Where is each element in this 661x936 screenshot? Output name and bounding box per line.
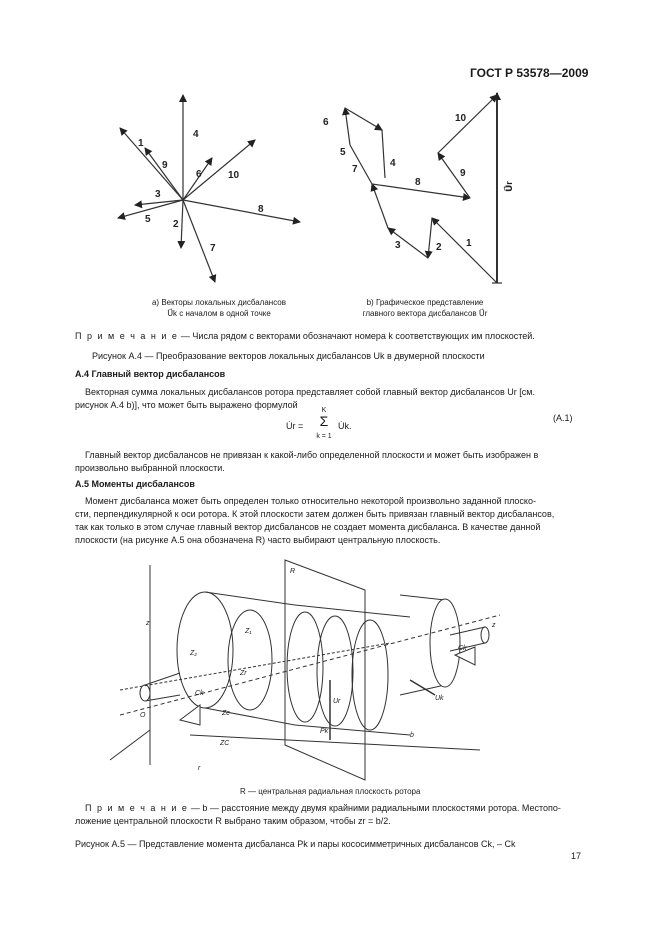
axis-z2-label: z bbox=[492, 622, 496, 629]
figure-a4-title: Рисунок А.4 — Преобразование векторов локальных дисбалансов Uk в двумерной плоскости bbox=[92, 351, 485, 361]
caption-a bbox=[129, 297, 309, 319]
label-r-7: 7 bbox=[352, 164, 358, 175]
vector-2 bbox=[181, 200, 183, 248]
figure-a4 bbox=[0, 0, 661, 340]
note-a5 bbox=[75, 802, 587, 828]
caption-b-line1: b) Графическое представление bbox=[366, 298, 484, 307]
axis-z-label: z bbox=[146, 620, 150, 627]
label-1: 1 bbox=[138, 138, 144, 149]
zc-label: Zc bbox=[222, 710, 230, 717]
vector-9 bbox=[145, 148, 183, 200]
label-9: 9 bbox=[162, 160, 168, 171]
formula-number: (А.1) bbox=[553, 413, 573, 423]
a5-line3: так как только в этом случае главный вектор дисбалансов не создает момента дисбаланса. В качестве данной bbox=[75, 522, 541, 532]
main-vector-diagram bbox=[345, 93, 502, 283]
figure-a5-caption: R — центральная радиальная плоскость ротора bbox=[240, 787, 421, 796]
label-6: 6 bbox=[196, 169, 202, 180]
zr-label: Zr bbox=[240, 670, 247, 677]
ck2-label: Ck bbox=[458, 645, 467, 652]
caption-a-line2: U⃗k с началом в одной точке bbox=[167, 309, 271, 318]
b-label: b bbox=[410, 732, 414, 739]
caption-a-line1: а) Векторы локальных дисбалансов bbox=[151, 298, 287, 307]
label-5: 5 bbox=[145, 214, 151, 225]
para1-line2: рисунок А.4 b)], что может быть выражено формулой bbox=[75, 400, 298, 410]
formula-lhs: U̇r = bbox=[286, 421, 304, 431]
note-text: — Числа рядом с векторами обозначают номера k соответствующих им плоскостей. bbox=[180, 331, 535, 341]
a5-line2: сти, перпендикулярной к оси ротора. К этой плоскости затем должен быть привязан главный вектор дисбалансов, bbox=[75, 509, 555, 519]
section-a4-para2 bbox=[75, 449, 585, 475]
local-vectors-diagram bbox=[118, 95, 300, 282]
ur-label: Ur bbox=[333, 698, 341, 705]
pk-label: Pk bbox=[320, 728, 329, 735]
figure-a5-rotor bbox=[100, 555, 520, 785]
formula-sum: Σ bbox=[319, 413, 329, 429]
vector-10 bbox=[183, 140, 255, 200]
note-label: П р и м е ч а н и е bbox=[75, 331, 179, 341]
label-r-3: 3 bbox=[395, 240, 401, 251]
label-r-10: 10 bbox=[455, 113, 467, 124]
z2-label: Z₂ bbox=[190, 650, 197, 657]
vector-1 bbox=[120, 128, 183, 200]
section-a5-heading: А.5 Моменты дисбалансов bbox=[75, 479, 195, 489]
figure-a5-title: Рисунок А.5 — Представление момента дисбаланса Pk и пары кососимметричных дисбалансов Ck, – Ck bbox=[75, 839, 516, 849]
note-a4 bbox=[75, 330, 595, 343]
label-r-9: 9 bbox=[460, 168, 466, 179]
label-r-8: 8 bbox=[415, 177, 421, 188]
label-r-5: 5 bbox=[340, 147, 346, 158]
vector-8 bbox=[183, 200, 300, 222]
section-a4-heading: А.4 Главный вектор дисбалансов bbox=[75, 369, 226, 379]
para2-line1: Главный вектор дисбалансов не привязан к какой-либо определенной плоскости и может быть изображен в bbox=[85, 450, 539, 460]
label-4: 4 bbox=[193, 129, 199, 140]
note-a5-label: П р и м е ч а н и е bbox=[85, 803, 189, 813]
caption-b bbox=[350, 297, 500, 319]
label-r-1: 1 bbox=[466, 238, 472, 249]
label-r-6: 6 bbox=[323, 117, 329, 128]
zc2-label: ZC bbox=[220, 740, 230, 747]
label-10: 10 bbox=[228, 170, 240, 181]
label-r-2: 2 bbox=[436, 242, 442, 253]
note-a5-line2: ложение центральной плоскости R выбрано таким образом, чтобы zr = b/2. bbox=[75, 816, 391, 826]
label-3: 3 bbox=[155, 189, 161, 200]
r-label: r bbox=[198, 765, 201, 772]
plane-label: R bbox=[290, 568, 296, 575]
section-a5-para bbox=[75, 495, 587, 547]
caption-b-line2: главного вектора дисбалансов U⃗r bbox=[362, 309, 488, 318]
formula-bottom: k = 1 bbox=[316, 433, 332, 440]
para1-line1: Векторная сумма локальных дисбалансов ротора представляет собой главный вектор дисбалансов Ur [см. bbox=[85, 387, 535, 397]
z1-label: Z₁ bbox=[245, 628, 252, 635]
ck-label: Ck bbox=[195, 690, 204, 697]
page-number: 17 bbox=[571, 851, 582, 861]
uk-label: Uk bbox=[435, 695, 444, 702]
origin-label: O bbox=[140, 712, 146, 719]
formula-rhs: U̇k. bbox=[338, 421, 352, 431]
vector-7 bbox=[183, 200, 215, 282]
a5-line1: Момент дисбаланса может быть определен только относительно некоторой произвольно заданной плоско- bbox=[85, 496, 536, 506]
label-2: 2 bbox=[173, 219, 179, 230]
standard-header: ГОСТ Р 53578—2009 bbox=[470, 66, 589, 80]
note-a5-line1: — b — расстояние между двумя крайними радиальными плоскостями ротора. Местопо- bbox=[190, 803, 561, 813]
label-ur: U⃗r bbox=[504, 181, 514, 192]
para2-line2: произвольно выбранной плоскости. bbox=[75, 463, 225, 473]
label-7: 7 bbox=[210, 243, 216, 254]
label-r-4: 4 bbox=[390, 158, 396, 169]
formula-top: K bbox=[321, 407, 327, 414]
a5-line4: плоскости (на рисунке А.5 она обозначена R) часто выбирают центральную плоскость. bbox=[75, 535, 441, 545]
label-8: 8 bbox=[258, 204, 264, 215]
